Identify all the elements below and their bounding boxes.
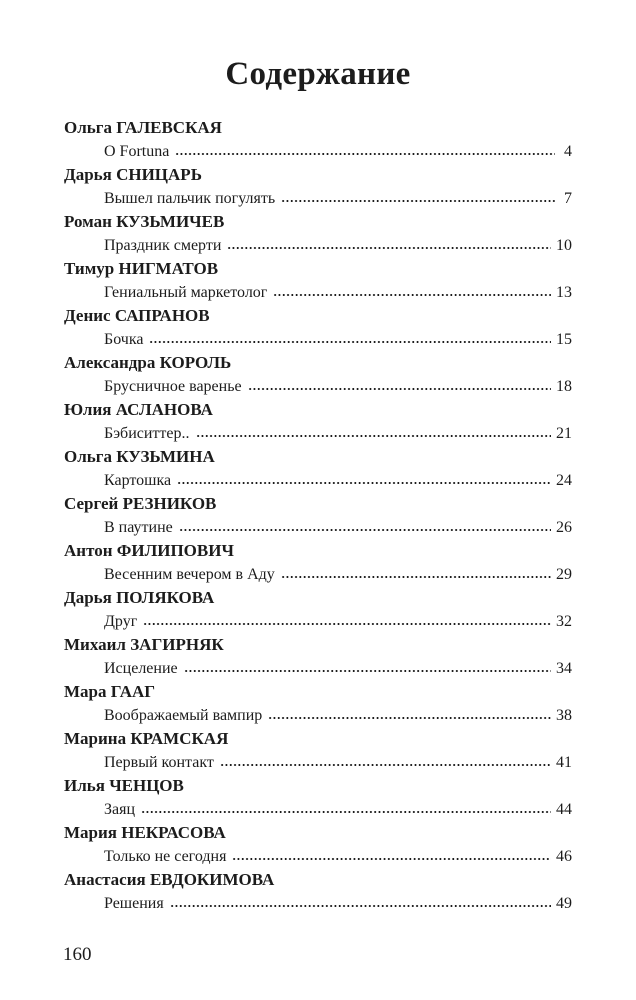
dot-leader [177,481,551,485]
toc-story-title: Картошка [104,472,172,489]
toc-page-number: 46 [556,848,572,865]
toc-author: Денис САПРАНОВ [64,306,210,325]
toc-entry [64,868,572,915]
toc-story-line [64,892,572,915]
toc-story-title: Решения [104,895,164,912]
dot-leader [179,528,551,532]
toc-story-line [64,845,572,868]
dot-leader [170,904,551,908]
toc-author: Михаил ЗАГИРНЯК [64,635,224,654]
toc-story-line [64,140,572,163]
toc-entry [64,633,572,680]
toc-page-number: 49 [556,895,572,912]
toc-page-number: 13 [556,284,572,301]
toc-entry [64,727,572,774]
toc-story-title: Заяц [104,801,136,818]
table-of-contents [64,116,572,915]
toc-story-line [64,469,572,492]
toc-page-number: 29 [556,566,572,583]
dot-leader [227,246,551,250]
toc-story-title: Вышел пальчик погулять [104,190,276,207]
dot-leader [141,810,551,814]
dot-leader [149,340,551,344]
toc-page-number: 41 [556,754,572,771]
dot-leader [273,293,551,297]
dot-leader [220,763,551,767]
toc-entry [64,398,572,445]
toc-story-title: Только не сегодня [104,848,227,865]
dot-leader [281,575,551,579]
toc-entry [64,210,572,257]
toc-entry [64,116,572,163]
toc-author: Юлия АСЛАНОВА [64,400,213,419]
toc-entry [64,351,572,398]
toc-author: Антон ФИЛИПОВИЧ [64,541,234,560]
toc-page-number: 10 [556,237,572,254]
toc-story-title: O Fortuna [104,143,170,160]
toc-story-line [64,704,572,727]
toc-story-title: Друг [104,613,138,630]
toc-author: Дарья СНИЦАРЬ [64,165,202,184]
toc-author: Дарья ПОЛЯКОВА [64,588,215,607]
dot-leader [268,716,551,720]
toc-story-title: Исцеление [104,660,178,677]
toc-page-number: 34 [556,660,572,677]
toc-author: Тимур НИГМАТОВ [64,259,219,278]
toc-author: Илья ЧЕНЦОВ [64,776,184,795]
toc-entry [64,539,572,586]
toc-story-title: В паутине [104,519,173,536]
dot-leader [281,199,555,203]
toc-story-line [64,328,572,351]
toc-page-number: 15 [556,331,572,348]
toc-story-line [64,234,572,257]
toc-page-number: 21 [556,425,572,442]
toc-story-line [64,375,572,398]
toc-author: Роман КУЗЬМИЧЕВ [64,212,225,231]
toc-author: Марина КРАМСКАЯ [64,729,229,748]
toc-page-number: 4 [564,143,572,160]
toc-story-title: Бочка [104,331,144,348]
toc-story-title: Весенним вечером в Аду [104,566,275,583]
toc-entry [64,163,572,210]
toc-page-number: 7 [564,190,572,207]
toc-story-line [64,563,572,586]
toc-page-number: 44 [556,801,572,818]
toc-entry [64,680,572,727]
toc-story-title: Первый контакт [104,754,214,771]
dot-leader [175,152,555,156]
toc-author: Сергей РЕЗНИКОВ [64,494,217,513]
toc-author: Мария НЕКРАСОВА [64,823,226,842]
toc-author: Александра КОРОЛЬ [64,353,232,372]
toc-story-line [64,751,572,774]
toc-entry [64,821,572,868]
dot-leader [248,387,551,391]
toc-story-line [64,187,572,210]
toc-story-title: Воображаемый вампир [104,707,263,724]
toc-story-line [64,516,572,539]
toc-author: Анастасия ЕВДОКИМОВА [64,870,275,889]
toc-story-line [64,422,572,445]
toc-story-title: Бэбиситтер.. [104,425,190,442]
toc-story-title: Гениальный маркетолог [104,284,268,301]
toc-page-number: 38 [556,707,572,724]
toc-page-number: 18 [556,378,572,395]
toc-story-line [64,610,572,633]
dot-leader [184,669,551,673]
toc-author: Ольга КУЗЬМИНА [64,447,215,466]
toc-story-line [64,657,572,680]
toc-page-number: 26 [556,519,572,536]
toc-story-line [64,281,572,304]
toc-author: Ольга ГАЛЕВСКАЯ [64,118,222,137]
toc-author: Мара ГААГ [64,682,156,701]
toc-entry [64,492,572,539]
toc-entry [64,774,572,821]
toc-entry [64,257,572,304]
dot-leader [143,622,551,626]
toc-entry [64,586,572,633]
toc-story-title: Праздник смерти [104,237,222,254]
toc-entry [64,304,572,351]
dot-leader [232,857,551,861]
toc-page-number: 24 [556,472,572,489]
page-title: Содержание [225,56,411,92]
page-number: 160 [63,944,92,965]
toc-story-line [64,798,572,821]
toc-entry [64,445,572,492]
toc-story-title: Брусничное варенье [104,378,242,395]
dot-leader [196,434,551,438]
toc-page-number: 32 [556,613,572,630]
